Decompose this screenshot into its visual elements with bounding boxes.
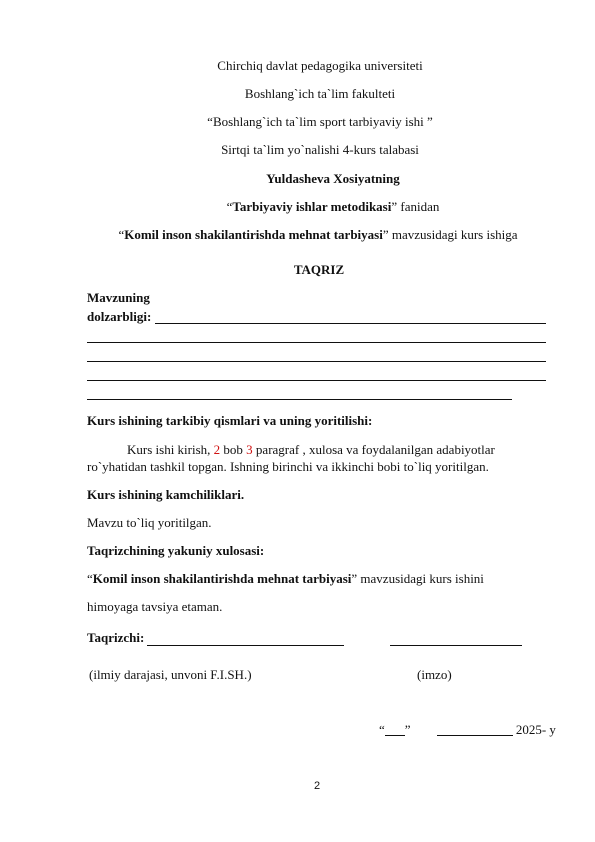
faculty-name: Boshlang`ich ta`lim fakulteti (244, 86, 396, 101)
structure-text-c: paragraf , xulosa va foydalanilgan adabiyotlar (252, 442, 495, 457)
relevance-blank-line (155, 323, 546, 324)
study-line: Sirtqi ta`lim yo`nalishi 4-kurs talabasi (221, 142, 419, 157)
conclusion-line2: himoyaga tavsiya etaman. (87, 599, 223, 614)
shortcomings-text: Mavzu to`liq yoritilgan. (87, 515, 212, 530)
blank-line (87, 399, 512, 400)
reviewer-name-caption: (ilmiy darajasi, unvoni F.I.SH.) (89, 667, 252, 682)
university-name: Chirchiq davlat pedagogika universiteti (217, 58, 423, 73)
subject-name: Tarbiyaviy ishlar metodikasi (232, 199, 392, 214)
topic-suffix: ” mavzusidagi kurs ishiga (382, 227, 518, 242)
blank-line (87, 342, 546, 343)
subject-line (0, 199, 595, 215)
conclusion-line1 (87, 571, 484, 587)
reviewer-signature-line (390, 645, 522, 646)
conclusion-heading: Taqrizchining yakuniy xulosasi: (87, 543, 265, 558)
relevance-label-line1: Mavzuning (87, 290, 150, 305)
structure-text-b: bob (220, 442, 247, 457)
page-number: 2 (313, 780, 321, 792)
conclusion-open-quote: “ (87, 571, 93, 586)
topic-name: Komil inson shakilantirishda mehnat tarbiyasi (124, 227, 383, 242)
date-day-blank (385, 735, 405, 736)
structure-text-line1 (127, 442, 495, 458)
date-open-quote: “ (379, 722, 385, 737)
reviewer-label: Taqrizchi: (87, 630, 145, 645)
department-name: “Boshlang`ich ta`lim sport tarbiyaviy ishi ” (207, 114, 433, 129)
shortcomings-heading: Kurs ishining kamchiliklari. (87, 487, 245, 502)
conclusion-suffix: ” mavzusidagi kurs ishini (351, 571, 484, 586)
topic-open-quote: “ (118, 227, 125, 242)
chapter-count: 2 (213, 442, 221, 457)
structure-text-a: Kurs ishi kirish, (127, 442, 214, 457)
blank-line (87, 361, 546, 362)
date-month-blank (437, 735, 513, 736)
document-title: TAQRIZ (293, 262, 345, 277)
student-name: Yuldasheva Xosiyatning (266, 171, 400, 186)
reviewer-name-line (147, 645, 344, 646)
date-year: 2025- y (515, 722, 556, 737)
structure-text-line2: ro`yhatidan tashkil topgan. Ishning birinchi va ikkinchi bobi to`liq yoritilgan. (87, 459, 489, 474)
blank-line (87, 380, 546, 381)
topic-line (0, 227, 595, 243)
subject-open-quote: “ (226, 199, 233, 214)
conclusion-topic: Komil inson shakilantirishda mehnat tarbiyasi (92, 571, 352, 586)
subject-suffix: ” fanidan (391, 199, 440, 214)
date-line (379, 722, 556, 738)
paragraph-count: 3 (246, 442, 253, 457)
date-close-quote: ” (404, 722, 411, 737)
structure-heading: Kurs ishining tarkibiy qismlari va uning yoritilishi: (87, 413, 373, 428)
relevance-label-line2: dolzarbligi: (87, 309, 152, 324)
reviewer-signature-caption: (imzo) (417, 667, 452, 682)
